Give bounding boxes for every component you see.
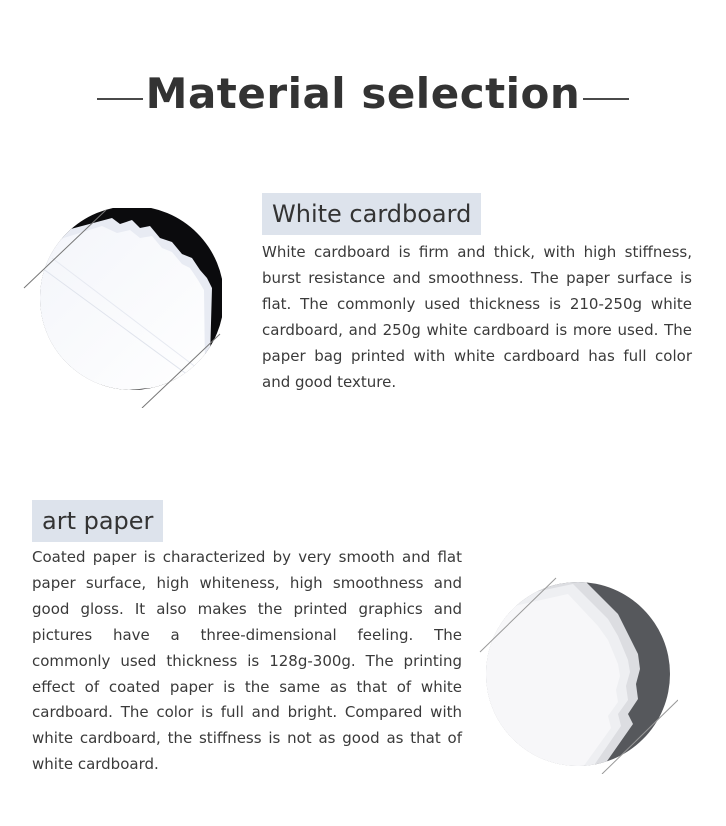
- art-paper-label: art paper: [32, 500, 163, 542]
- art-paper-description: Coated paper is characterized by very smooth and flat paper surface, high whiteness, high smoothness and good gloss. It also makes the printed graphics and pictures have a three-dimensional feeling. The commonly used thickness is 128g-300g. The printing effect of coated paper is the same as that of white cardboard. The color is full and bright. Compared with white cardboard, the stiffness is not as good as that of white cardboard.: [32, 548, 462, 774]
- section-header: [0, 62, 726, 132]
- white-cardboard-photo: [22, 208, 222, 408]
- header-divider-right: [583, 98, 629, 100]
- art-paper-photo: [478, 574, 678, 774]
- white-cardboard-description: White cardboard is firm and thick, with high stiffness, burst resistance and smoothness. The paper surface is flat. The commonly used thickness is 210-250g white cardboard, and 250g white cardboard is more used. The paper bag printed with white cardboard has full color and good texture.: [262, 243, 692, 391]
- page-title: Material selection: [145, 69, 581, 118]
- white-cardboard-label: White cardboard: [262, 193, 481, 235]
